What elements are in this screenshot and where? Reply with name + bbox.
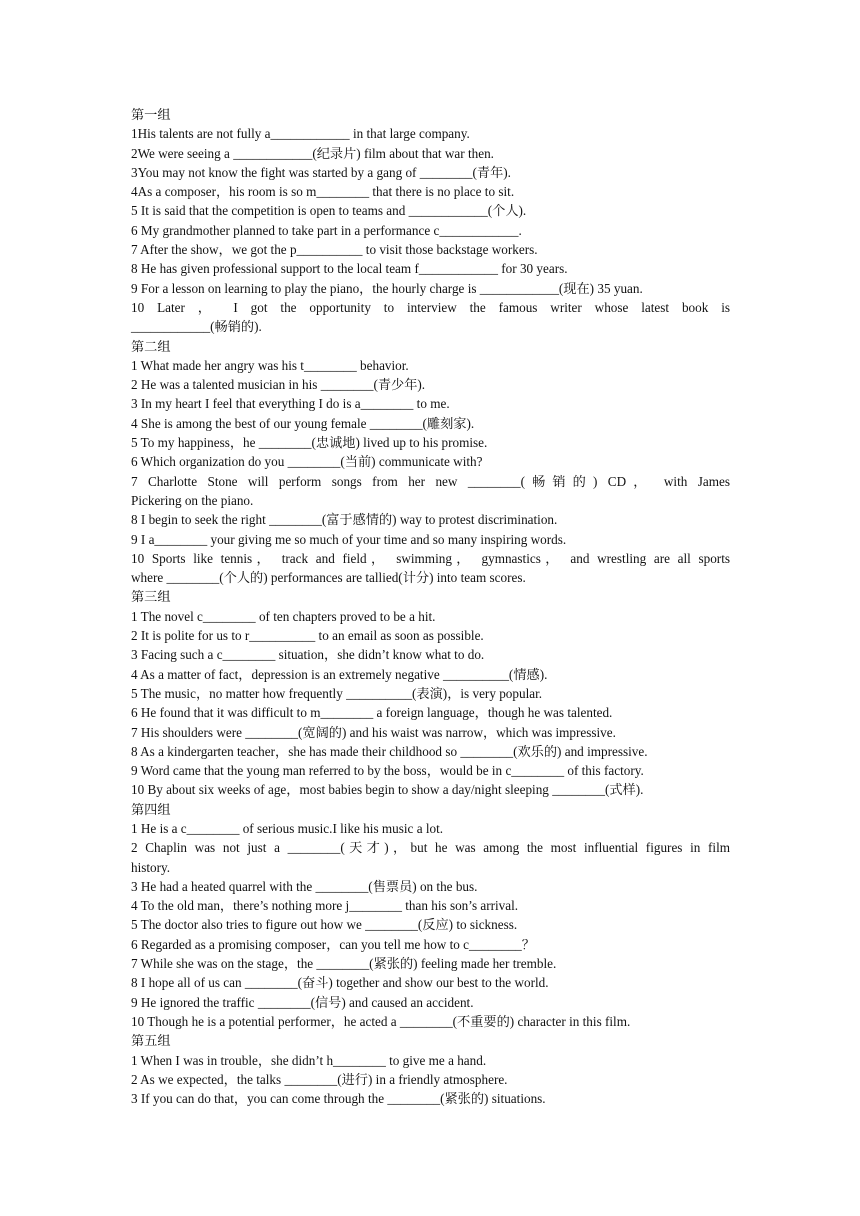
exercise-item: 2 He was a talented musician in his ________(青少年). — [131, 377, 426, 393]
exercise-item — [131, 472, 730, 511]
exercise-item: 1His talents are not fully a____________ in that large company. — [131, 126, 470, 142]
exercise-item-line: 2 Chaplin was not just a ________(天才)，but he was among the most influential figures in film — [131, 840, 730, 856]
exercise-item: 5 The doctor also tries to figure out how we ________(反应) to sickness. — [131, 917, 518, 933]
exercise-item: 4 To the old man，there’s nothing more j________ than his son’s arrival. — [131, 898, 519, 914]
exercise-item: 8 As a kindergarten teacher，she has made their childhood so ________(欢乐的) and impressive. — [131, 743, 648, 759]
exercise-item: 4As a composer，his room is so m________ that there is no place to sit. — [131, 184, 515, 200]
exercise-item: 3You may not know the fight was started by a gang of ________(青年). — [131, 164, 511, 180]
exercise-item: 8 I hope all of us can ________(奋斗) together and show our best to the world. — [131, 975, 549, 991]
exercise-item: 1 When I was in trouble，she didn’t h________ to give me a hand. — [131, 1052, 487, 1068]
exercise-item-line: history. — [131, 859, 171, 875]
exercise-item: 7 His shoulders were ________(宽阔的) and his waist was narrow，which was impressive. — [131, 724, 616, 740]
exercise-item: 8 I begin to seek the right ________(富于感情的) way to protest discrimination. — [131, 512, 558, 528]
exercise-item — [131, 549, 730, 588]
exercise-item: 5 The music，no matter how frequently __________(表演)，is very popular. — [131, 685, 543, 701]
exercise-item: 10 Though he is a potential performer，he acted a ________(不重要的) character in this film. — [131, 1013, 631, 1029]
exercise-item: 2 It is polite for us to r__________ to an email as soon as possible. — [131, 628, 484, 644]
exercise-item: 1 What made her angry was his t________ behavior. — [131, 357, 409, 373]
exercise-item: 9 He ignored the traffic ________(信号) and caused an accident. — [131, 994, 474, 1010]
exercise-item-line: 7 Charlotte Stone will perform songs from her new ________(畅销的) CD， with James — [131, 473, 730, 489]
group-5 — [131, 1031, 730, 1108]
exercise-item-line: where ________(个人的) performances are tallied(计分) into team scores. — [131, 570, 526, 586]
exercise-item — [131, 298, 730, 337]
exercise-item: 9 For a lesson on learning to play the piano，the hourly charge is ____________(现在) 35 yuan. — [131, 280, 643, 296]
group-1 — [131, 105, 730, 337]
group-heading: 第二组 — [131, 338, 171, 354]
exercise-item: 5 To my happiness，he ________(忠诚地) lived up to his promise. — [131, 435, 488, 451]
exercise-item: 6 Regarded as a promising composer，can you tell me how to c________？ — [131, 936, 535, 952]
exercise-item: 4 As a matter of fact，depression is an extremely negative __________(情感). — [131, 666, 548, 682]
exercise-item: 6 Which organization do you ________(当前) communicate with? — [131, 454, 483, 470]
group-heading: 第三组 — [131, 589, 171, 605]
group-heading: 第五组 — [131, 1033, 171, 1049]
exercise-item: 3 He had a heated quarrel with the ________(售票员) on the bus. — [131, 878, 478, 894]
exercise-item: 6 My grandmother planned to take part in a performance c____________. — [131, 222, 522, 238]
group-heading: 第四组 — [131, 801, 171, 817]
exercise-item: 9 Word came that the young man referred to by the boss，would be in c________ of this factory. — [131, 763, 644, 779]
group-heading: 第一组 — [131, 107, 171, 122]
exercise-item-line: 10 Later ， I got the opportunity to interview the famous writer whose latest book is — [131, 299, 730, 315]
exercise-item: 7 While she was on the stage，the ________(紧张的) feeling made her tremble. — [131, 956, 557, 972]
exercise-item: 4 She is among the best of our young female ________(雕刻家). — [131, 415, 475, 431]
exercise-item: 7 After the show，we got the p__________ to visit those backstage workers. — [131, 242, 538, 258]
exercise-item: 1 The novel c________ of ten chapters proved to be a hit. — [131, 608, 436, 624]
exercise-item: 2We were seeing a ____________(纪录片) film about that war then. — [131, 145, 494, 161]
exercise-item-line: ____________(畅销的). — [131, 319, 262, 335]
exercise-item: 3 If you can do that，you can come through the ________(紧张的) situations. — [131, 1091, 546, 1107]
exercise-item-line: Pickering on the piano. — [131, 492, 254, 508]
exercise-item: 10 By about six weeks of age，most babies begin to show a day/night sleeping ________(式样). — [131, 782, 644, 798]
group-4 — [131, 800, 730, 1032]
exercise-item: 3 Facing such a c________ situation，she didn’t know what to do. — [131, 647, 485, 663]
exercise-item: 1 He is a c________ of serious music.I like his music a lot. — [131, 820, 444, 836]
document-page — [131, 105, 730, 1108]
exercise-item — [131, 838, 730, 877]
exercise-item: 5 It is said that the competition is open to teams and ____________(个人). — [131, 203, 527, 219]
exercise-item-line: 10 Sports like tennis， track and field， swimming， gymnastics， and wrestling are all sports — [131, 550, 730, 566]
exercise-item: 8 He has given professional support to the local team f____________ for 30 years. — [131, 261, 568, 277]
exercise-item: 2 As we expected，the talks ________(进行) in a friendly atmosphere. — [131, 1071, 508, 1087]
group-2 — [131, 337, 730, 588]
exercise-item: 9 I a________ your giving me so much of your time and so many inspiring words. — [131, 531, 567, 547]
group-3 — [131, 587, 730, 799]
exercise-item: 6 He found that it was difficult to m________ a foreign language，though he was talented. — [131, 705, 613, 721]
exercise-item: 3 In my heart I feel that everything I do is a________ to me. — [131, 396, 450, 412]
